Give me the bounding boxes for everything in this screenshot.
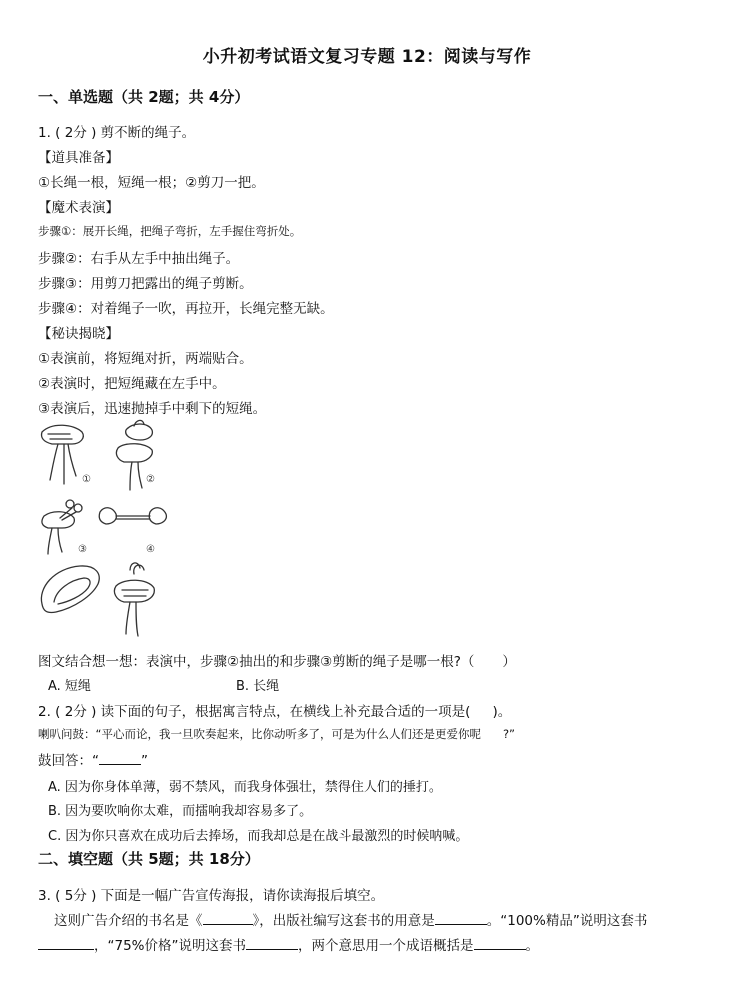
step-2: 步骤②：右手从左手中抽出绳子。 — [38, 251, 240, 267]
secret-3: ③表演后，迅速抛掉手中剩下的短绳。 — [38, 401, 267, 417]
question-1-prompt — [38, 650, 516, 670]
section-heading-single-choice: 一、单选题（共 2题；共 4分） — [38, 88, 250, 106]
figure-label-3: ③ — [78, 544, 87, 555]
q2-option-b[interactable]: B. 因为要吹响你太难，而擂响我却容易多了。 — [48, 804, 313, 819]
blank-purpose[interactable] — [435, 911, 487, 926]
question-2-answer-line — [38, 749, 148, 769]
question-3-line-1 — [54, 909, 647, 929]
rope-trick-illustration — [34, 418, 184, 646]
quote-text: 喇叭问鼓：“平心而论，我一旦吹奏起来，比你动听多了，可是为什么人们还是更爱你呢 — [38, 727, 481, 741]
question-1-prompt-text: 图文结合想一想：表演中，步骤②抽出的和步骤③剪断的绳子是哪一根?（ — [38, 654, 475, 670]
answer-suffix: ” — [141, 753, 148, 769]
q1-option-a[interactable]: A. 短绳 — [48, 679, 91, 694]
props-text: ①长绳一根，短绳一根；②剪刀一把。 — [38, 175, 265, 191]
figure-rope-loop — [41, 566, 99, 613]
figure-step-1 — [41, 425, 83, 484]
question-2-quote — [38, 726, 515, 742]
q3-text-3: 。“100%精品”说明这套书 — [486, 913, 648, 929]
figure-label-1: ① — [82, 474, 91, 485]
performance-heading: 【魔术表演】 — [38, 200, 119, 216]
q3-text-2: 》，出版社编写这套书的用意是 — [252, 913, 435, 929]
props-heading: 【道具准备】 — [38, 150, 119, 166]
section-heading-fill-blank: 二、填空题（共 5题；共 18分） — [38, 850, 260, 868]
secret-heading: 【秘诀揭晓】 — [38, 326, 119, 342]
blank-price[interactable] — [246, 936, 298, 951]
blank-book-title[interactable] — [203, 911, 253, 926]
q3-text-6: 。 — [525, 938, 539, 954]
answer-prefix: 鼓回答：“ — [38, 753, 99, 769]
question-1-prompt-close: ） — [502, 654, 516, 670]
answer-blank[interactable] — [99, 751, 141, 766]
question-3-line-2 — [38, 934, 539, 954]
step-4: 步骤④：对着绳子一吹，再拉开，长绳完整无缺。 — [38, 301, 334, 317]
question-1-stem: 1. ( 2分 ) 剪不断的绳子。 — [38, 125, 196, 141]
question-3-stem: 3. ( 5分 ) 下面是一幅广告宣传海报，请你读海报后填空。 — [38, 888, 385, 904]
step-3: 步骤③：用剪刀把露出的绳子剪断。 — [38, 276, 253, 292]
question-2-stem-close: )。 — [492, 704, 512, 720]
q2-option-c[interactable]: C. 因为你只喜欢在成功后去捧场，而我却总是在战斗最激烈的时候呐喊。 — [48, 829, 469, 844]
blank-quality[interactable] — [38, 936, 94, 951]
blank-idiom[interactable] — [474, 936, 526, 951]
q2-option-a[interactable]: A. 因为你身体单薄，弱不禁风，而我身体强壮，禁得住人们的捶打。 — [48, 780, 442, 795]
figure-label-2: ② — [146, 474, 155, 485]
q1-option-b[interactable]: B. 长绳 — [236, 679, 280, 694]
q3-text-5: ，两个意思用一个成语概括是 — [298, 938, 474, 954]
figure-hand-loop — [114, 563, 154, 636]
q3-text-4: ，“75%价格”说明这套书 — [94, 938, 246, 954]
figure-step-3 — [42, 500, 82, 554]
question-2-stem — [38, 700, 511, 720]
q3-text-1: 这则广告介绍的书名是《 — [54, 913, 203, 929]
secret-2: ②表演时，把短绳藏在左手中。 — [38, 376, 226, 392]
figure-step-4 — [99, 508, 166, 524]
secret-1: ①表演前，将短绳对折，两端贴合。 — [38, 351, 253, 367]
question-2-stem-text: 2. ( 2分 ) 读下面的句子，根据寓言特点，在横线上补充最合适的一项是( — [38, 704, 471, 720]
figure-label-4: ④ — [146, 544, 155, 555]
step-1: 步骤①：展开长绳，把绳子弯折，左手握住弯折处。 — [38, 224, 302, 238]
page-title: 小升初考试语文复习专题 12：阅读与写作 — [202, 47, 532, 67]
quote-end: ?” — [502, 727, 516, 741]
